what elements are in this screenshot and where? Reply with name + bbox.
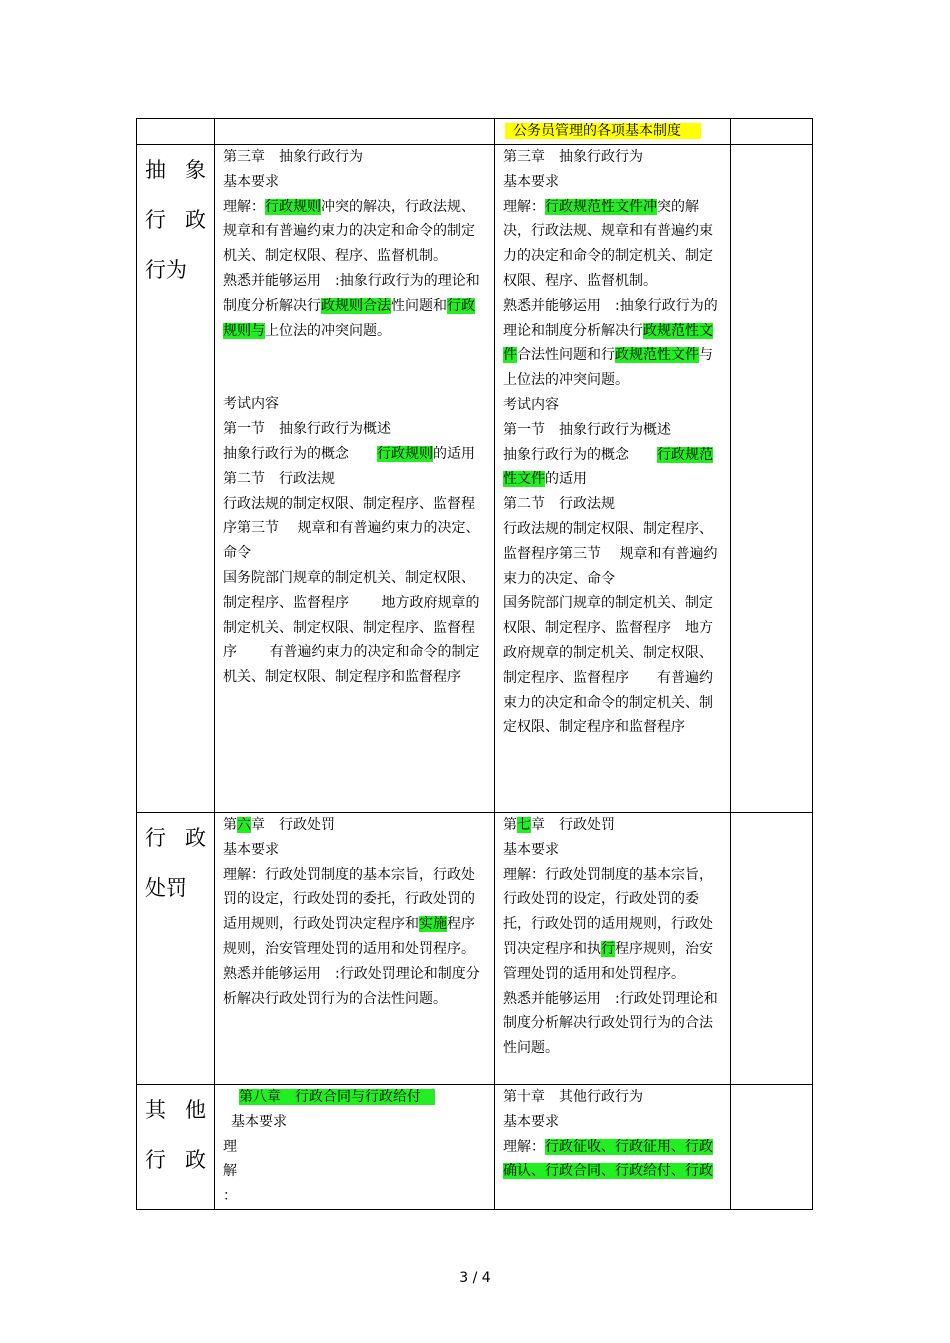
section-char: 政 — [185, 208, 206, 232]
requirements-heading: 基本要求 — [231, 1113, 287, 1130]
understand-text: 理解：行政处罚制度的基本宗旨，行政处罚的设定，行政处罚的委托，行政处罚的适用规则，行政处罚决定程序和实施程序规则，治安管理处罚的适用和处罚程序。 — [223, 866, 475, 957]
row-abstract-admin-act — [137, 145, 813, 813]
header-title: 公务员管理的各项基本制度 — [505, 123, 701, 139]
header-cell-2 — [215, 119, 495, 145]
row-admin-penalty — [137, 813, 813, 1085]
requirements-heading: 基本要求 — [503, 841, 559, 858]
chapter-title: 第三章 抽象行政行为 — [503, 149, 643, 165]
requirements-heading: 基本要求 — [223, 173, 279, 190]
chapter-title: 第三章 抽象行政行为 — [223, 149, 363, 165]
requirements-heading: 基本要求 — [503, 173, 559, 190]
notes-cell — [731, 1085, 813, 1210]
section-char: 象 — [185, 158, 206, 182]
page-number: 3 / 4 — [459, 1270, 491, 1286]
new-syllabus-cell — [495, 813, 731, 1085]
chapter-title: 第六章 行政处罚 — [223, 817, 335, 833]
notes-cell — [731, 813, 813, 1085]
section-char: 抽 — [145, 158, 166, 182]
section-char: 处罚 — [145, 876, 187, 900]
understand-char: ： — [223, 1188, 237, 1205]
chapter-title: 第十章 其他行政行为 — [503, 1089, 643, 1105]
row-other-admin — [137, 1085, 813, 1210]
header-cell-4 — [731, 119, 813, 145]
requirements-heading: 基本要求 — [223, 841, 279, 858]
understand-text: 理解：行政处罚制度的基本宗旨，行政处罚的设定，行政处罚的委托，行政处罚的适用规则，行政处罚决定程序和执行程序规则，治安管理处罚的适用和处罚程序。 — [503, 866, 713, 982]
old-syllabus-cell — [215, 1085, 495, 1210]
section-char: 政 — [185, 826, 206, 850]
requirements-heading: 基本要求 — [503, 1113, 559, 1130]
section-cell — [137, 1085, 215, 1210]
body-text: 行政法规的制定权限、制定程序、监督程序第三节 规章和有普遍约束力的决定、命令 — [223, 495, 480, 562]
old-syllabus-cell — [215, 145, 495, 813]
section-cell — [137, 145, 215, 813]
section-char: 他 — [185, 1098, 206, 1122]
familiar-text: 熟悉并能够运用 :行政处罚理论和制度分析解决行政处罚行为的合法性问题。 — [223, 965, 480, 1007]
understand-char: 理 — [223, 1138, 237, 1155]
header-cell-1 — [137, 119, 215, 145]
document-table — [136, 118, 813, 1210]
body-text-2: 国务院部门规章的制定机关、制定权限、制定程序、监督程序 地方政府规章的制定机关、制定权限、制定程序、监督程序 有普遍约束力的决定和命令的制定机关、制定权限、制定程序和监督程序 — [223, 569, 480, 686]
section-char: 行 — [145, 208, 166, 232]
chapter-title: 第八章 行政合同与行政给付 — [223, 1085, 488, 1110]
section-2-title: 第二节 行政法规 — [223, 470, 335, 487]
section-cell — [137, 813, 215, 1085]
old-syllabus-cell — [215, 813, 495, 1085]
section-char: 行为 — [145, 258, 187, 282]
familiar-text: 熟悉并能够运用 :抽象行政行为的理论和制度分析解决行政规则合法性问题和行政规则与上位法的冲突问题。 — [223, 272, 480, 339]
understand-text: 理解：行政规则冲突的解决，行政法规、规章和有普遍约束力的决定和命令的制定机关、制定权限、程序、监督机制。 — [223, 198, 475, 265]
section-char: 政 — [185, 1148, 206, 1172]
chapter-title: 第七章 行政处罚 — [503, 817, 615, 833]
section-1-title: 第一节 抽象行政行为概述 — [503, 421, 671, 438]
familiar-text: 熟悉并能够运用 :抽象行政行为的理论和制度分析解决行政规范性文件合法性问题和行政规范性文件与上位法的冲突问题。 — [503, 297, 718, 389]
section-1-text: 抽象行政行为的概念 行政规范性文件的适用 — [503, 446, 713, 488]
section-char: 行 — [145, 1148, 166, 1172]
new-syllabus-cell — [495, 145, 731, 813]
section-char: 其 — [145, 1098, 166, 1122]
exam-heading: 考试内容 — [503, 396, 559, 413]
new-syllabus-cell — [495, 1085, 731, 1210]
section-char: 行 — [145, 826, 166, 850]
exam-heading: 考试内容 — [223, 396, 279, 413]
understand-text: 理解：行政征收、行政征用、行政确认、行政合同、行政给付、行政 — [503, 1138, 713, 1180]
understand-text: 理解：行政规范性文件冲突的解决，行政法规、规章和有普遍约束力的决定和命令的制定机关、制定权限、程序、监督机制。 — [503, 198, 713, 289]
section-2-title: 第二节 行政法规 — [503, 496, 615, 513]
section-1-title: 第一节 抽象行政行为概述 — [223, 421, 391, 438]
understand-char: 解 — [223, 1163, 237, 1180]
section-1-text: 抽象行政行为的概念 行政规则的适用 — [223, 445, 475, 462]
header-cell-3 — [495, 119, 731, 145]
familiar-text: 熟悉并能够运用 :行政处罚理论和制度分析解决行政处罚行为的合法性问题。 — [503, 990, 718, 1057]
body-text: 行政法规的制定权限、制定程序、监督程序第三节 规章和有普遍约束力的决定、命令 — [503, 520, 718, 587]
notes-cell — [731, 145, 813, 813]
header-row — [137, 119, 813, 145]
body-text-2: 国务院部门规章的制定机关、制定权限、制定程序、监督程序 地方政府规章的制定机关、制定权限、制定程序、监督程序 有普遍约束力的决定和命令的制定机关、制定权限、制定程序和监督程序 — [503, 595, 713, 736]
